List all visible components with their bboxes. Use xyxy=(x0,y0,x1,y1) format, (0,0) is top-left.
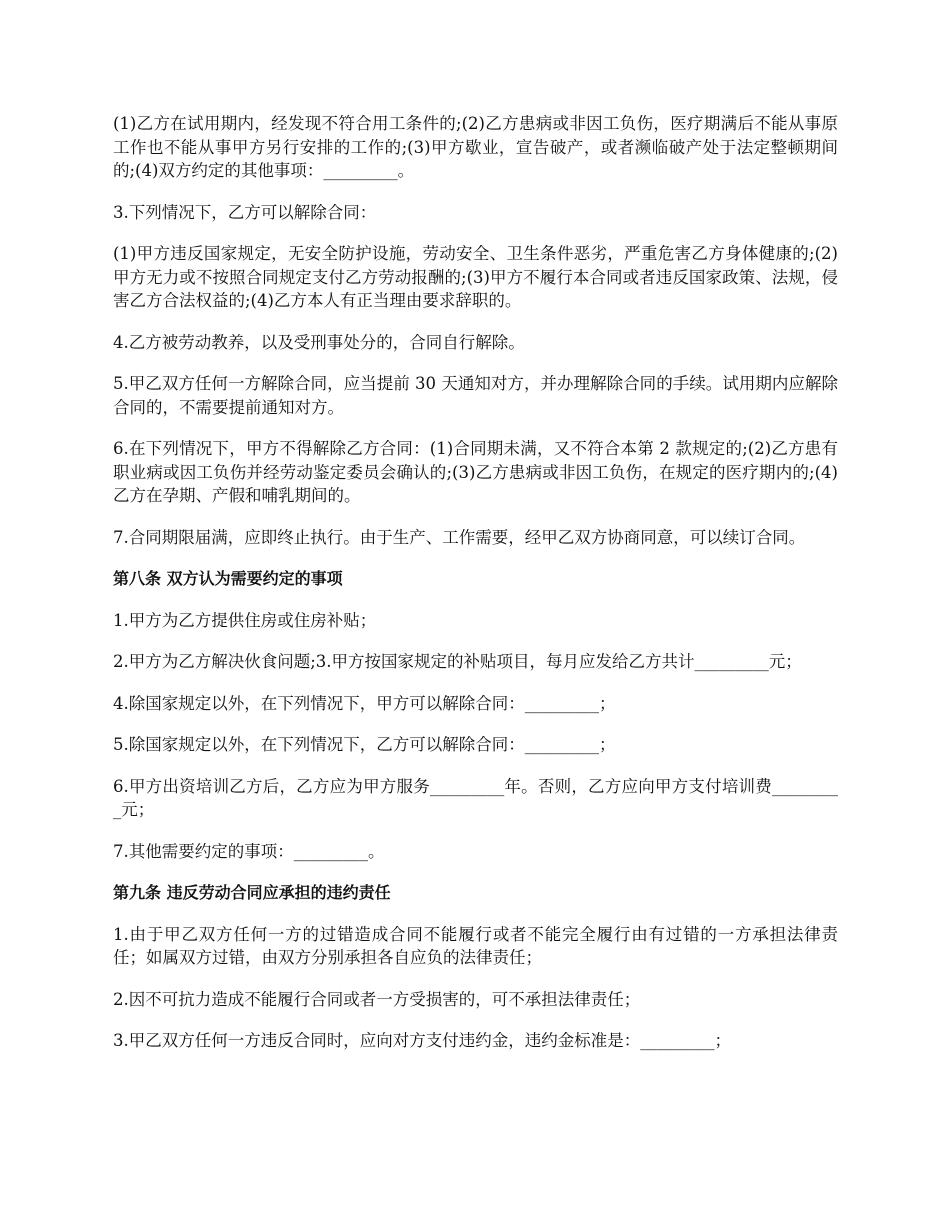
paragraph-clause-3: 3.下列情况下，乙方可以解除合同： xyxy=(113,202,377,222)
paragraph-article8-item-5: 5.除国家规定以外，在下列情况下，乙方可以解除合同：_________； xyxy=(113,735,616,754)
paragraph-termination-conditions: (1)乙方在试用期内，经发现不符合用工条件的;(2)乙方患病或非因工负伤，医疗期满后不能从事原工作也不能从事甲方另行安排的工作的;(3)甲方歇业，宣告破产，或者濒临破产处于法定整顿期间的;(4)双方约定的其他事项：_________。 xyxy=(113,114,838,180)
heading-article-9: 第九条 违反劳动合同应承担的违约责任 xyxy=(113,883,391,902)
paragraph-article9-item-2: 2.因不可抗力造成不能履行合同或者一方受损害的，可不承担法律责任； xyxy=(113,989,641,1009)
paragraph-article8-item-4: 4.除国家规定以外，在下列情况下，甲方可以解除合同：_________； xyxy=(113,693,616,713)
paragraph-article9-item-3: 3.甲乙双方任何一方违反合同时，应向对方支付违约金，违约金标准是：_________； xyxy=(113,1031,731,1050)
paragraph-article8-item-1: 1.甲方为乙方提供住房或住房补贴； xyxy=(113,610,377,630)
paragraph-article8-item-7: 7.其他需要约定的事项：_________。 xyxy=(113,841,385,861)
paragraph-employee-termination-conditions: (1)甲方违反国家规定，无安全防护设施，劳动安全、卫生条件恶劣，严重危害乙方身体健康的;(2)甲方无力或不按照合同规定支付乙方劳动报酬的;(3)甲方不履行本合同或者违反国家政策、法规，侵害乙方合法权益的;(4)乙方本人有正当理由要求辞职的。 xyxy=(113,244,838,310)
paragraph-article9-item-1: 1.由于甲乙双方任何一方的过错造成合同不能履行或者不能完全履行由有过错的一方承担法律责任；如属双方过错，由双方分别承担各自应负的法律责任； xyxy=(113,924,838,967)
paragraph-clause-5: 5.甲乙双方任何一方解除合同，应当提前 30 天通知对方，并办理解除合同的手续。试用期内应解除合同的，不需要提前通知对方。 xyxy=(113,374,838,417)
paragraph-article8-item-2-3: 2.甲方为乙方解决伙食问题;3.甲方按国家规定的补贴项目，每月应发给乙方共计_________元； xyxy=(113,652,802,671)
paragraph-clause-7: 7.合同期限届满，应即终止执行。由于生产、工作需要，经甲乙双方协商同意，可以续订合同。 xyxy=(113,527,806,547)
document-page xyxy=(113,112,838,1071)
heading-article-8: 第八条 双方认为需要约定的事项 xyxy=(113,569,343,588)
paragraph-clause-4: 4.乙方被劳动教养，以及受刑事处分的，合同自行解除。 xyxy=(113,332,525,352)
paragraph-clause-6: 6.在下列情况下，甲方不得解除乙方合同：(1)合同期未满，又不符合本第 2 款规定的;(2)乙方患有职业病或因工负伤并经劳动鉴定委员会确认的;(3)乙方患病或非因工负伤，在规定的医疗期内的;(4)乙方在孕期、产假和哺乳期间的。 xyxy=(113,439,838,505)
paragraph-article8-item-6: 6.甲方出资培训乙方后，乙方应为甲方服务_________年。否则，乙方应向甲方支付培训费_________元； xyxy=(113,776,838,819)
